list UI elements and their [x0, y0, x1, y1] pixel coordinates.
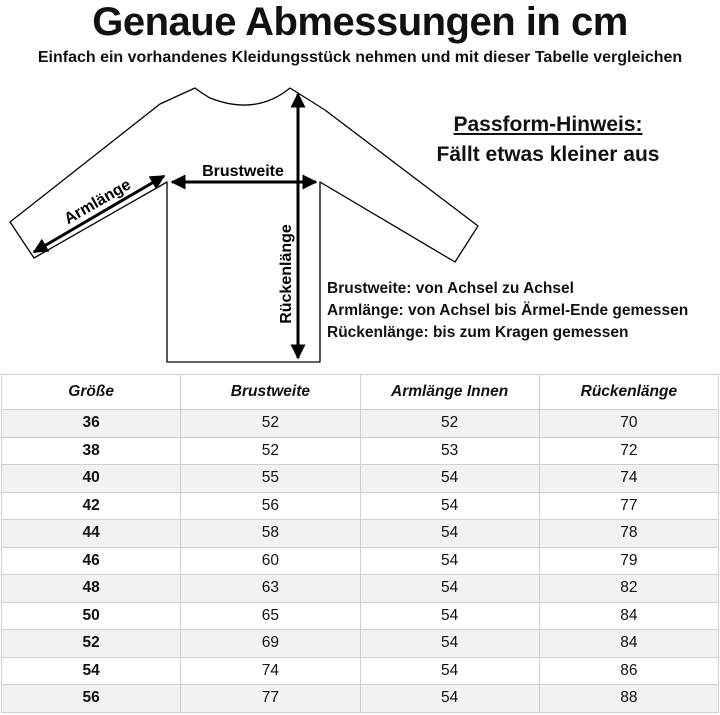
note-rueckenlaenge: Rückenlänge: bis zum Kragen gemessen [327, 324, 629, 341]
label-armlaenge: Armlänge [61, 176, 134, 228]
cell-brustweite: 63 [181, 575, 360, 603]
label-rueckenlaenge: Rückenlänge [278, 224, 295, 324]
table-header-row [2, 375, 719, 410]
cell-groesse: 44 [2, 520, 181, 548]
cell-rueckenlaenge: 84 [539, 602, 718, 630]
note-armlaenge: Armlänge: von Achsel bis Ärmel-Ende gemessen [327, 302, 689, 319]
cell-armlaenge: 54 [360, 520, 539, 548]
label-brustweite: Brustweite [202, 163, 284, 180]
cell-rueckenlaenge: 84 [539, 630, 718, 658]
cell-rueckenlaenge: 86 [539, 657, 718, 685]
cell-rueckenlaenge: 88 [539, 685, 718, 713]
cell-brustweite: 52 [181, 437, 360, 465]
table-row [2, 547, 719, 575]
header-brustweite: Brustweite [181, 375, 360, 410]
cell-brustweite: 74 [181, 657, 360, 685]
header-armlaenge: Armlänge Innen [360, 375, 539, 410]
cell-rueckenlaenge: 77 [539, 492, 718, 520]
note-brustweite: Brustweite: von Achsel zu Achsel [327, 280, 574, 297]
table-row [2, 492, 719, 520]
page-subtitle: Einfach ein vorhandenes Kleidungsstück nehmen und mit dieser Tabelle vergleichen [37, 49, 683, 66]
table-row [2, 465, 719, 493]
fit-note-text: Fällt etwas kleiner aus [436, 143, 660, 166]
cell-armlaenge: 52 [360, 410, 539, 438]
cell-armlaenge: 54 [360, 685, 539, 713]
cell-brustweite: 69 [181, 630, 360, 658]
cell-armlaenge: 53 [360, 437, 539, 465]
cell-brustweite: 55 [181, 465, 360, 493]
table-row [2, 410, 719, 438]
cell-groesse: 46 [2, 547, 181, 575]
cell-groesse: 36 [2, 410, 181, 438]
cell-brustweite: 58 [181, 520, 360, 548]
fit-note-title: Passform-Hinweis: [453, 113, 643, 136]
table-row [2, 437, 719, 465]
table-row [2, 657, 719, 685]
cell-armlaenge: 54 [360, 547, 539, 575]
cell-groesse: 38 [2, 437, 181, 465]
cell-groesse: 40 [2, 465, 181, 493]
cell-groesse: 42 [2, 492, 181, 520]
cell-armlaenge: 54 [360, 602, 539, 630]
cell-groesse: 54 [2, 657, 181, 685]
page-title: Genaue Abmessungen in cm [92, 0, 628, 44]
cell-brustweite: 52 [181, 410, 360, 438]
cell-armlaenge: 54 [360, 465, 539, 493]
header-groesse: Größe [2, 375, 181, 410]
cell-brustweite: 60 [181, 547, 360, 575]
cell-armlaenge: 54 [360, 492, 539, 520]
cell-armlaenge: 54 [360, 575, 539, 603]
cell-armlaenge: 54 [360, 630, 539, 658]
cell-brustweite: 56 [181, 492, 360, 520]
cell-rueckenlaenge: 82 [539, 575, 718, 603]
measurement-notes [327, 278, 688, 344]
header-rueckenlaenge: Rückenlänge [539, 375, 718, 410]
table-row [2, 575, 719, 603]
cell-rueckenlaenge: 72 [539, 437, 718, 465]
cell-groesse: 52 [2, 630, 181, 658]
cell-rueckenlaenge: 78 [539, 520, 718, 548]
cell-rueckenlaenge: 70 [539, 410, 718, 438]
cell-rueckenlaenge: 79 [539, 547, 718, 575]
table-row [2, 685, 719, 713]
table-row [2, 602, 719, 630]
table-row [2, 630, 719, 658]
table-row [2, 520, 719, 548]
cell-brustweite: 65 [181, 602, 360, 630]
size-table [1, 374, 719, 713]
cell-brustweite: 77 [181, 685, 360, 713]
cell-groesse: 48 [2, 575, 181, 603]
cell-armlaenge: 54 [360, 657, 539, 685]
cell-groesse: 50 [2, 602, 181, 630]
cell-groesse: 56 [2, 685, 181, 713]
cell-rueckenlaenge: 74 [539, 465, 718, 493]
